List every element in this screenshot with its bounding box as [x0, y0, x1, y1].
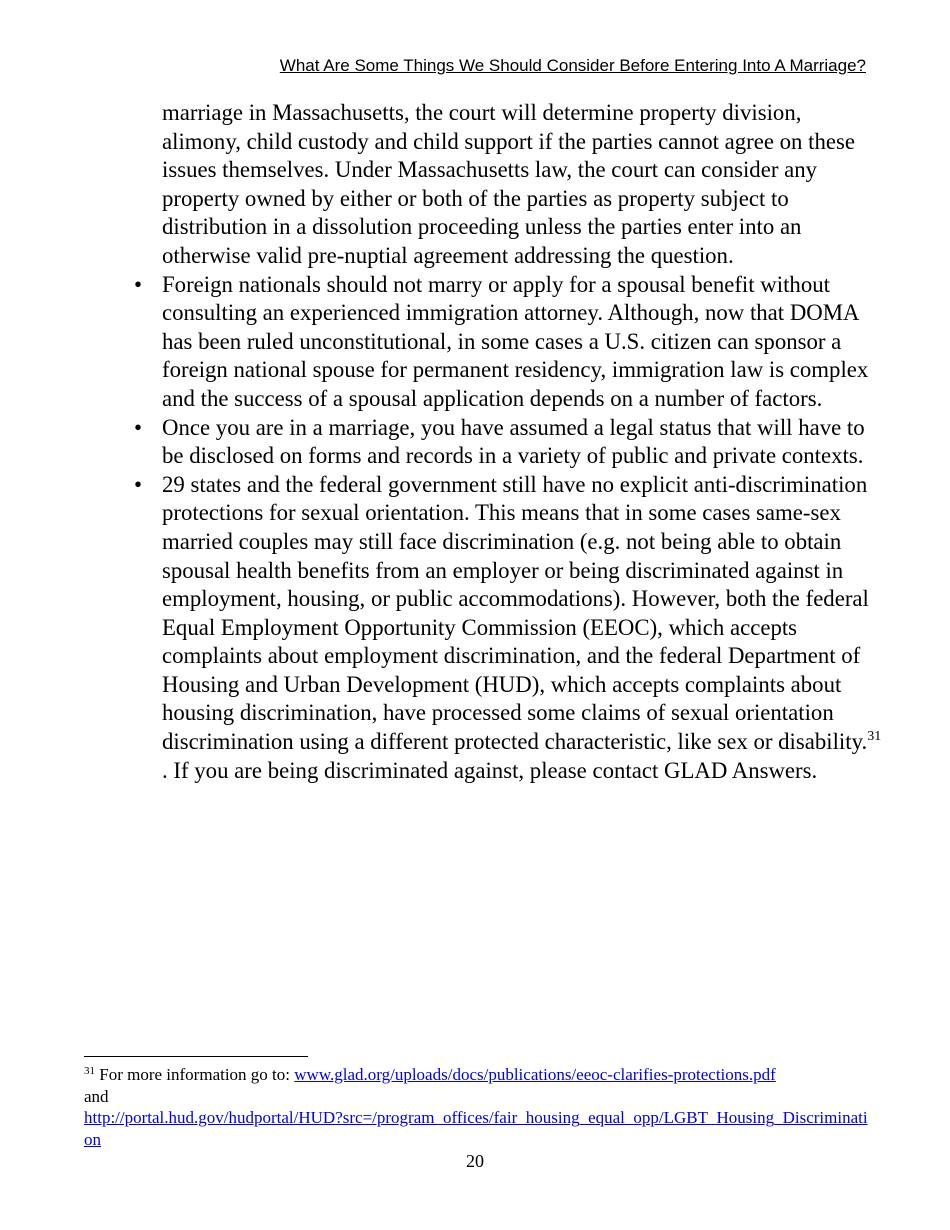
bullet-icon: • — [134, 414, 142, 440]
continuation-paragraph: marriage in Massachusetts, the court will determine property division, alimony, child custody and child support if the parties cannot agree on these issues themselves. Under Massachusetts law, the court can consider any property owned by either or both of the parties as property subject to distribution in a dissolution proceeding unless the parties enter into an otherwise valid pre-nuptial agreement addressing the question. — [162, 100, 856, 268]
hud-lgbt-housing-link[interactable]: http://portal.hud.gov/hudportal/HUD?src=/program_offices/fair_housing_equal_opp/LGBT_Housing_Discrimination — [84, 1108, 868, 1149]
bullet-text-main: 29 states and the federal government still have no explicit anti-discrimination protections for sexual orientation. This means that in some cases same-sex married couples may still face discrimination (e.g. not being able to obtain spousal health benefits from an employer or being discriminated against in employment, housing, or public accommodations). However, both the federal Equal Employment Opportunity Commission (EEOC), which accepts complaints about employment discrimination, and the federal Department of Housing and Urban Development (HUD), which accepts complaints about housing discrimination, have processed some claims of sexual orientation discrimination using a different protected characteristic, like sex or disability. — [162, 471, 869, 755]
bullet-text: Once you are in a marriage, you have assumed a legal status that will have to be disclosed on forms and records in a variety of public and private contexts. — [162, 414, 865, 469]
bullet-icon: • — [134, 471, 142, 497]
glad-eeoc-link[interactable]: www.glad.org/uploads/docs/publications/eeoc-clarifies-protections.pdf — [294, 1065, 776, 1084]
footnote-divider — [84, 1056, 308, 1057]
running-header: What Are Some Things We Should Consider Before Entering Into A Marriage? — [279, 56, 866, 75]
bullet-item-legal-status — [134, 414, 882, 471]
bullet-text-continued: . If you are being discriminated against, please contact GLAD Answers. — [162, 757, 818, 783]
bullet-item-foreign-nationals — [134, 271, 882, 414]
footnote-reference[interactable]: 31 — [867, 729, 882, 745]
bullet-list — [134, 271, 882, 786]
bullet-icon: • — [134, 271, 142, 297]
footnote-intro: For more information go to: — [95, 1065, 295, 1084]
page-number: 20 — [466, 1151, 484, 1171]
footnote-number: 31 — [84, 1065, 95, 1077]
footnote — [84, 1064, 874, 1150]
main-body — [134, 99, 882, 785]
bullet-text: Foreign nationals should not marry or apply for a spousal benefit without consulting an experienced immigration attorney. Although, now that DOMA has been ruled unconstitutional, in some cases a U.S. citizen can sponsor a foreign national spouse for permanent residency, immigration law is complex and the success of a spousal application depends on a number of factors. — [162, 271, 869, 411]
footnote-connector: and — [84, 1086, 109, 1106]
bullet-item-discrimination — [134, 471, 882, 786]
